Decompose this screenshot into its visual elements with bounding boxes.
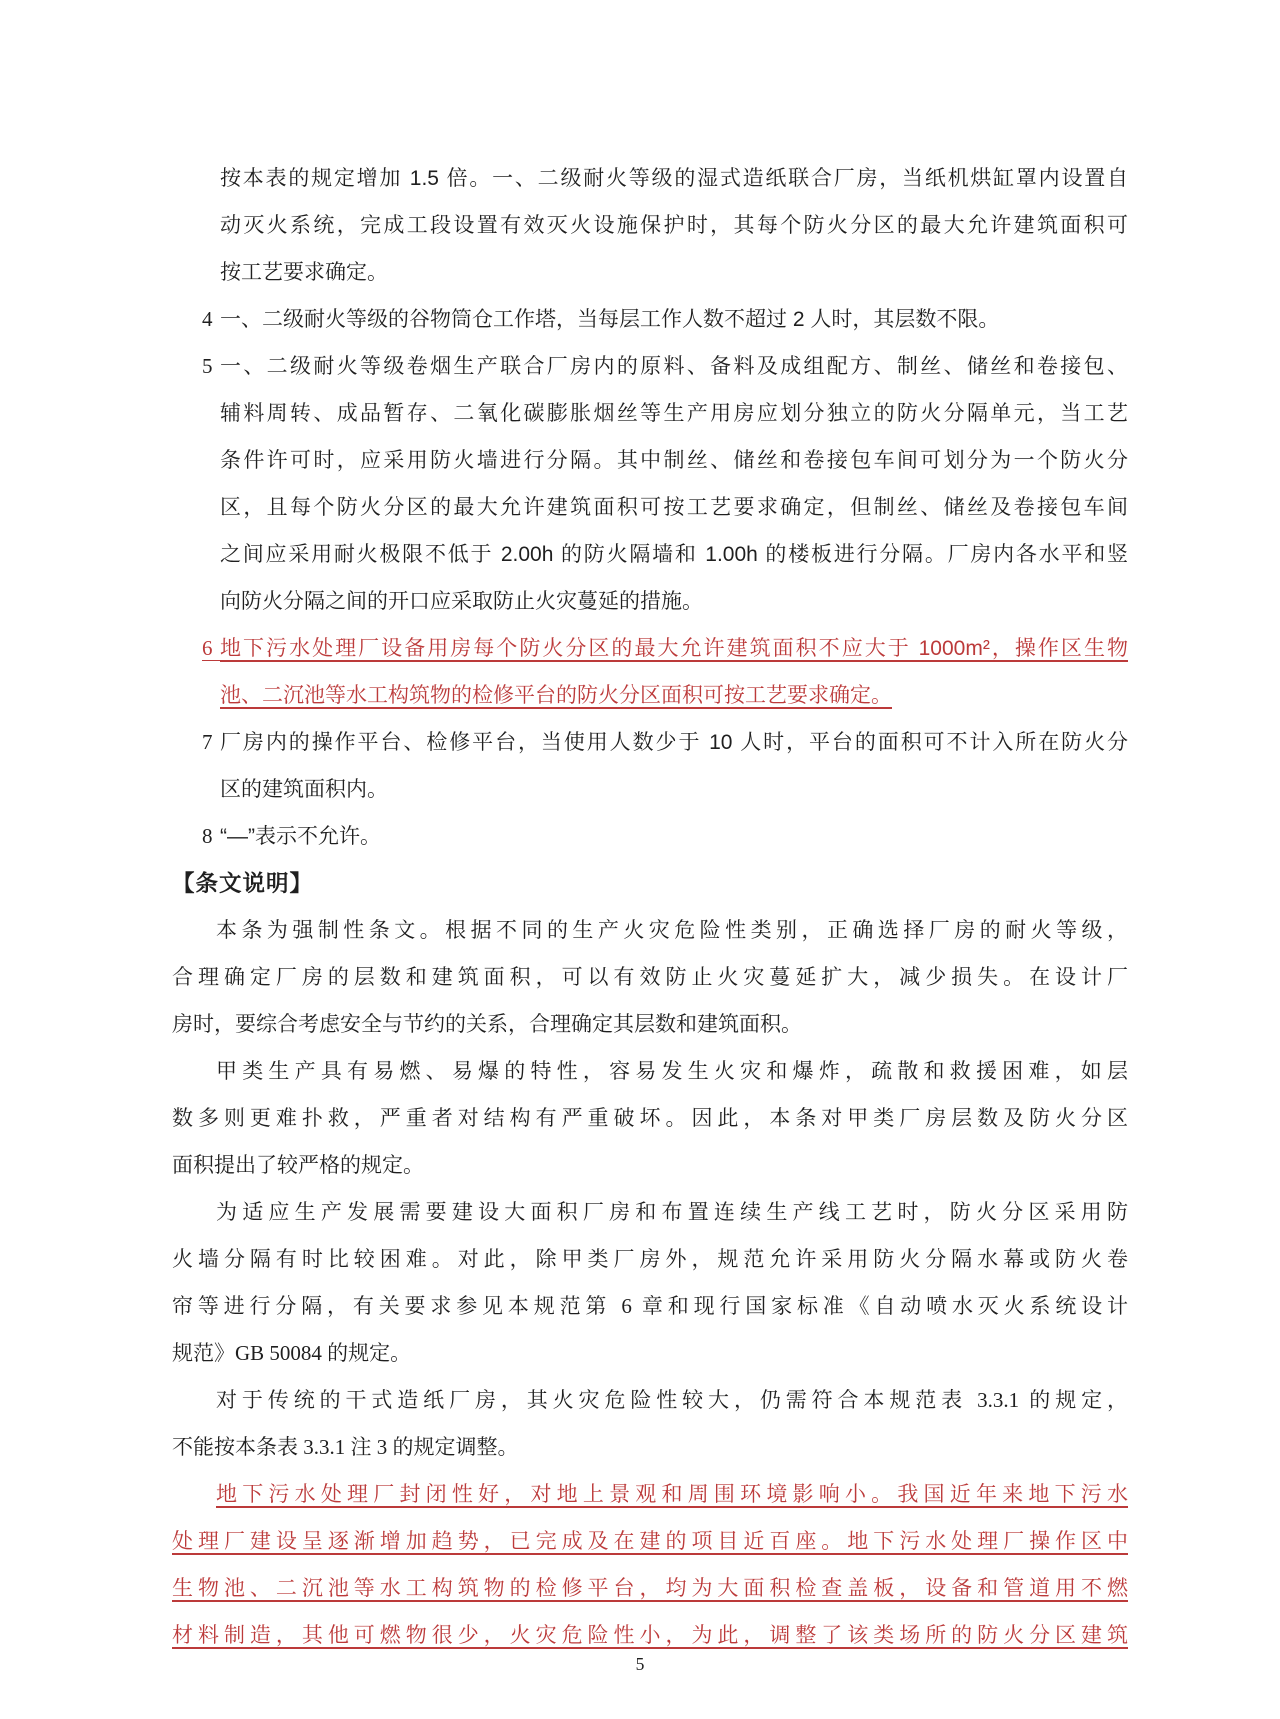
- text-line: “—”表示不允许。: [220, 825, 381, 848]
- note-item-6: [172, 625, 1128, 719]
- text-line: 火墙分隔有时比较困难。对此，除甲类厂房外，规范允许采用防火分隔水幕或防火卷: [172, 1247, 1128, 1271]
- note-number: 8: [202, 824, 213, 848]
- text-line: 帘等进行分隔，有关要求参见本规范第 6 章和现行国家标准《自动喷水灭火系统设计: [172, 1294, 1128, 1318]
- text-line: 池、二沉池等水工构筑物的检修平台的防火分区面积可按工艺要求确定。: [220, 684, 892, 707]
- note-number: 6: [202, 625, 220, 661]
- text-line: 按工艺要求确定。: [220, 261, 388, 284]
- text-line: 本条为强制性条文。根据不同的生产火灾危险性类别，正确选择厂房的耐火等级，: [216, 918, 1128, 942]
- text-line: 条件许可时，应采用防火墙进行分隔。其中制丝、储丝和卷接包车间可划分为一个防火分: [220, 449, 1128, 472]
- note-item-5: [172, 343, 1128, 625]
- note-number: 7: [202, 730, 213, 754]
- page-number: 5: [635, 1654, 645, 1674]
- text-line: 区，且每个防火分区的最大允许建筑面积可按工艺要求确定，但制丝、储丝及卷接包车间: [220, 496, 1128, 519]
- text-line: 处理厂建设呈逐渐增加趋势，已完成及在建的项目近百座。地下污水处理厂操作区中: [172, 1529, 1128, 1553]
- text-line: 厂房内的操作平台、检修平台，当使用人数少于 10 人时，平台的面积可不计入所在防火分: [220, 731, 1128, 754]
- text-line: 一、二级耐火等级的谷物筒仓工作塔，当每层工作人数不超过 2 人时，其层数不限。: [220, 308, 1000, 331]
- note-item-4: [172, 296, 1128, 343]
- explanation-paragraph-4: [172, 1377, 1128, 1471]
- text-line: 之间应采用耐火极限不低于 2.00h 的防火隔墙和 1.00h 的楼板进行分隔。厂房内各水平和竖: [220, 543, 1128, 566]
- explanation-paragraph-5: [172, 1471, 1128, 1659]
- text-line: 面积提出了较严格的规定。: [172, 1153, 424, 1177]
- explanation-section: [172, 907, 1128, 1659]
- text-line: 一、二级耐火等级卷烟生产联合厂房内的原料、备料及成组配方、制丝、储丝和卷接包、: [220, 355, 1128, 378]
- text-line: 材料制造，其他可燃物很少，火灾危险性小，为此，调整了该类场所的防火分区建筑: [172, 1623, 1128, 1647]
- text-line: 向防火分隔之间的开口应采取防止火灾蔓延的措施。: [220, 590, 703, 613]
- text-line: 地下污水处理厂设备用房每个防火分区的最大允许建筑面积不应大于 1000m²，操作区生物: [220, 637, 1128, 660]
- text-line: 按本表的规定增加 1.5 倍。一、二级耐火等级的湿式造纸联合厂房，当纸机烘缸罩内设置自: [220, 167, 1128, 190]
- text-line: 数多则更难扑救，严重者对结构有严重破坏。因此，本条对甲类厂房层数及防火分区: [172, 1106, 1128, 1130]
- text-line: 不能按本条表 3.3.1 注 3 的规定调整。: [172, 1435, 519, 1459]
- text-line: 动灭火系统，完成工段设置有效灭火设施保护时，其每个防火分区的最大允许建筑面积可: [220, 214, 1128, 237]
- explanation-heading: 【条文说明】: [172, 871, 314, 896]
- text-line: 区的建筑面积内。: [220, 778, 388, 801]
- text-line: 合理确定厂房的层数和建筑面积，可以有效防止火灾蔓延扩大，减少损失。在设计厂: [172, 965, 1128, 989]
- note-number: 5: [202, 354, 213, 378]
- text-line: 生物池、二沉池等水工构筑物的检修平台，均为大面积检查盖板，设备和管道用不燃: [172, 1576, 1128, 1600]
- text-line: 辅料周转、成品暂存、二氧化碳膨胀烟丝等生产用房应划分独立的防火分隔单元，当工艺: [220, 402, 1128, 425]
- note-item-8: [172, 813, 1128, 860]
- explanation-paragraph-3: [172, 1189, 1128, 1377]
- explanation-paragraph-2: [172, 1048, 1128, 1189]
- note-number: 4: [202, 307, 213, 331]
- text-line: 对于传统的干式造纸厂房，其火灾危险性较大，仍需符合本规范表 3.3.1 的规定，: [216, 1388, 1128, 1412]
- text-line: 规范》GB 50084 的规定。: [172, 1341, 412, 1365]
- note-item-7: [172, 719, 1128, 813]
- page-content: [172, 155, 1128, 1659]
- note-item-continued: [172, 155, 1128, 296]
- text-line: 房时，要综合考虑安全与节约的关系，合理确定其层数和建筑面积。: [172, 1012, 802, 1036]
- explanation-paragraph-1: [172, 907, 1128, 1048]
- text-line: 为适应生产发展需要建设大面积厂房和布置连续生产线工艺时，防火分区采用防: [216, 1200, 1128, 1224]
- text-line: 甲类生产具有易燃、易爆的特性，容易发生火灾和爆炸，疏散和救援困难，如层: [216, 1059, 1128, 1083]
- notes-section: [172, 155, 1128, 860]
- text-line: 地下污水处理厂封闭性好，对地上景观和周围环境影响小。我国近年来地下污水: [216, 1482, 1128, 1506]
